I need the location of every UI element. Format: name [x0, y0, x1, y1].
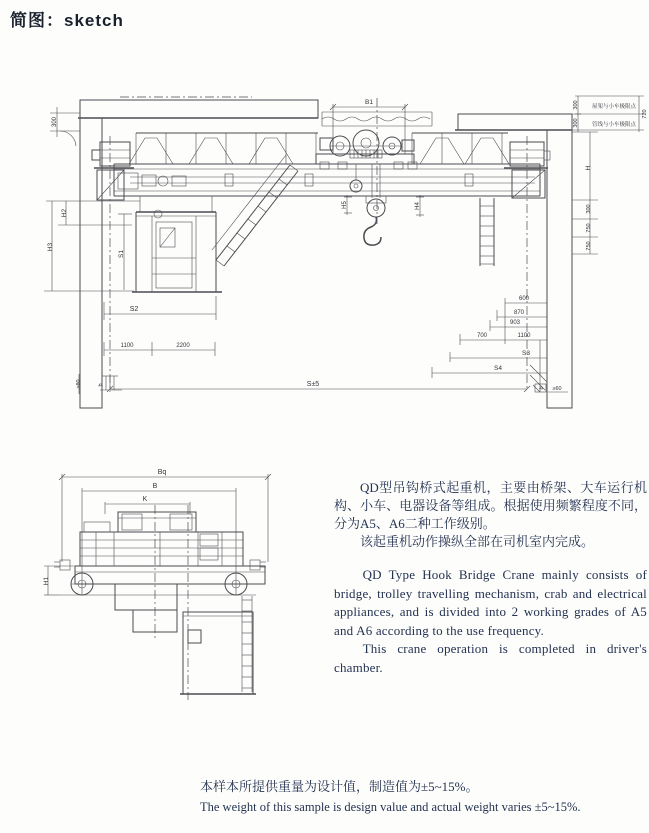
- dim-label-s3: S3: [522, 350, 530, 357]
- dim-label-s4: S4: [494, 365, 502, 372]
- dim-label-903: 903: [509, 320, 521, 326]
- dim-label-k: K: [142, 496, 148, 503]
- dim-label-rail-width-right: b: [539, 386, 545, 390]
- dim-label-s2: S2: [129, 306, 139, 313]
- description-block: [334, 479, 647, 677]
- dim-label-600: 600: [518, 296, 530, 302]
- description-zh-2: 该起重机动作操纵全部在司机室内完成。: [360, 534, 595, 549]
- driver-cab: [132, 196, 222, 292]
- description-en-2: This crane operation is completed in driver's chamber.: [334, 641, 647, 675]
- side-wheel-left: [71, 573, 93, 595]
- dim-label-trolley-gauge: B1: [365, 99, 373, 106]
- crane-front-view-drawing: [30, 80, 649, 420]
- description-en-1: QD Type Hook Bridge Crane mainly consists of bridge, trolley travelling mechanism, crab and electrical appliances, and is divided into 2 working grades of A5 and A6 according to the use frequency.: [334, 567, 647, 638]
- trolley: [316, 130, 417, 169]
- dim-label-h5: H5: [342, 201, 348, 209]
- dim-label-bq: Bq: [157, 469, 167, 476]
- girder-railing: [129, 133, 509, 164]
- paragraph-spacer: [334, 551, 647, 566]
- vertical-ladder: [480, 198, 494, 266]
- hook-assembly: [350, 164, 386, 245]
- dim-label-s1: S1: [118, 250, 125, 258]
- side-bridge-deck: [80, 522, 243, 566]
- dim-label-2200: 2200: [176, 343, 190, 349]
- dim-label-rail-width-left: b: [98, 383, 104, 387]
- left-wall: [80, 100, 102, 408]
- dim-label-h3: H3: [47, 242, 54, 252]
- ceiling-left: [78, 97, 318, 118]
- dim-label-wall-750b: 750: [586, 241, 592, 251]
- dim-label-span: S±5: [306, 381, 320, 388]
- dim-label-roof-gap1: 300: [573, 100, 579, 110]
- dim-label-h4: H4: [415, 202, 421, 210]
- side-under-blocks: [115, 505, 188, 700]
- footnote-block: [200, 777, 581, 817]
- footnote-zh: 本样本所提供重量为设计值，制造值为±5~15%。: [200, 779, 479, 794]
- dim-label-h2: H2: [61, 208, 68, 218]
- roof-limit-note-1: 屋架与小车极限点: [592, 104, 637, 110]
- dim-label-wall-offset: 300: [52, 116, 58, 128]
- dim-label-1100: 1100: [120, 343, 134, 349]
- roof-right: [455, 96, 648, 132]
- crane-side-view-drawing: [30, 450, 340, 715]
- dim-label-wall-750a: 750: [586, 223, 592, 233]
- left-dim-chain: [44, 201, 140, 291]
- footnote-en: The weight of this sample is design value and actual weight varies ±5~15%.: [200, 800, 581, 814]
- dim-label-h: H: [585, 165, 592, 171]
- description-zh-1: QD型吊钩桥式起重机，主要由桥架、大车运行机构、小车、电器设备等组成。根据使用频繁程度不同，分为A5、A6二种工作级别。: [334, 480, 647, 531]
- dim-label-h1: H1: [43, 576, 50, 586]
- roof-limit-note-2: 管线与小车极限点: [592, 122, 637, 128]
- centerlines: [110, 98, 527, 392]
- stairway: [212, 155, 298, 266]
- bottom-dim-chain: [104, 296, 530, 392]
- side-h1-dim: [43, 566, 74, 595]
- side-wheel-right: [225, 573, 247, 595]
- rail-section-right: [530, 340, 568, 392]
- right-dim-chain: [432, 296, 547, 378]
- dim-label-870: 870: [513, 310, 525, 316]
- dim-label-wall-300: 300: [586, 204, 592, 214]
- dim-label-roof-total: 720: [642, 109, 648, 119]
- dim-label-roof-gap2: 300: [573, 118, 579, 128]
- page-title: 简图：sketch: [10, 11, 124, 30]
- dim-wall-top-left: [50, 107, 80, 146]
- dim-label-1100-right: 1100: [517, 333, 531, 339]
- rail-section-left: [76, 374, 122, 394]
- side-cab: [180, 596, 256, 694]
- dim-label-rail-clearance-left: ≥80: [76, 379, 82, 389]
- side-dim-chain: [59, 469, 271, 572]
- dim-label-rail-clearance-right: ≥60: [552, 386, 562, 392]
- dim-label-b: B: [152, 483, 158, 490]
- wall-dim-chain: [572, 132, 598, 254]
- dim-label-700: 700: [476, 333, 488, 339]
- right-wall: [547, 130, 572, 408]
- side-trolley: [118, 512, 196, 532]
